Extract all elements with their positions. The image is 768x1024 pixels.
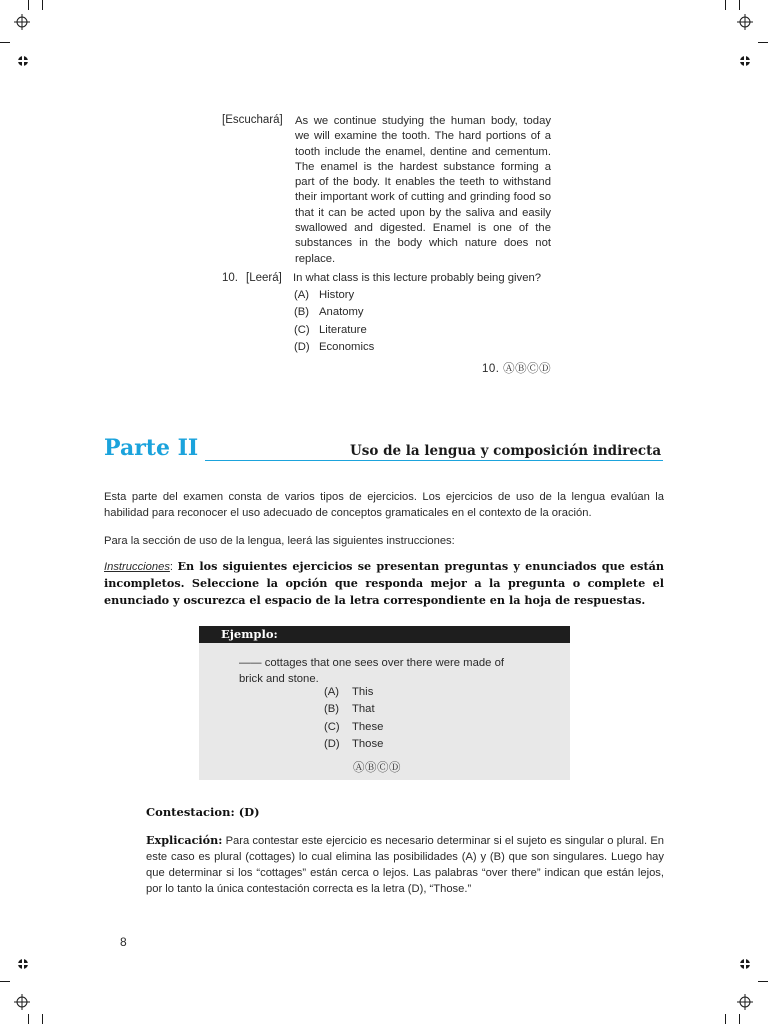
- example-box: [199, 626, 570, 780]
- question-number: 10.: [222, 272, 238, 284]
- option-letter: (C): [324, 720, 340, 733]
- option-letter: (D): [294, 340, 310, 353]
- question-options: [294, 289, 374, 358]
- example-sentence: —— cottages that one sees over there were made of brick and stone.: [239, 657, 504, 685]
- instructions-paragraph: Instrucciones: En los siguientes ejercicios se presentan preguntas y enunciados que están incompletos. Seleccione la opción que responda mejor a la pregunta o complete el enunciado y oscurezca el espacio de la letra correspondiente en la hoja de respuestas.: [104, 559, 665, 607]
- example-options: [324, 686, 383, 755]
- example-answer-bubbles: ⒶⒷⒸⒹ: [353, 762, 401, 774]
- registration-mark-icon: [737, 994, 753, 1010]
- option-letter: (C): [294, 323, 310, 336]
- section-title: Parte II: [104, 435, 199, 461]
- option-text: Anatomy: [319, 306, 364, 319]
- registration-dot-icon: [740, 959, 750, 969]
- option-text: History: [319, 289, 355, 301]
- page-number: 8: [120, 935, 127, 949]
- option-d: [294, 341, 374, 358]
- registration-mark-icon: [14, 994, 30, 1010]
- intro-paragraph-2: Para la sección de uso de la lengua, leerá las siguientes instrucciones:: [104, 535, 455, 547]
- option-text: Literature: [319, 323, 367, 336]
- option-letter: (A): [294, 289, 310, 301]
- registration-mark-icon: [14, 14, 30, 30]
- instructions-label: Instrucciones: [104, 561, 170, 573]
- example-option-a: [324, 686, 383, 703]
- option-text: Economics: [319, 340, 375, 353]
- explanation-paragraph: [146, 832, 664, 897]
- answer-label: Contestacion: (D): [146, 805, 260, 819]
- option-c: [294, 324, 374, 341]
- explanation-label: Explicación:: [146, 833, 223, 847]
- option-a: [294, 289, 374, 306]
- question-text: In what class is this lecture probably being given?: [293, 272, 542, 284]
- registration-dot-icon: [18, 56, 28, 66]
- listening-tag: [Escuchará]: [222, 114, 283, 126]
- section-subtitle: Uso de la lengua y composición indirecta: [350, 443, 662, 459]
- option-text: Those: [352, 737, 384, 750]
- explanation-text: Para contestar este ejercicio es necesario determinar si el sujeto es singular o plural. En este caso es plural (cottages) lo cual elimina las posibilidades (A) y (B) que son singulares. Luego hay que determinar si los “cottages” están cerca o lejos. Las palabras “over there” indican que están lejos, por lo tanto la única contestación correcta es la letra (D), “Those.”: [146, 835, 665, 895]
- example-option-d: [324, 738, 383, 755]
- example-option-b: [324, 703, 383, 720]
- option-letter: (A): [324, 686, 340, 698]
- option-letter: (D): [324, 737, 340, 750]
- option-letter: (B): [294, 306, 310, 319]
- listening-passage: As we continue studying the human body, today we will examine the tooth. The hard portions of a tooth include the enamel, dentine and cementum. The enamel is the hardest substance forming a part of the body. It enables the teeth to withstand their important work of cutting and grinding food so that it can be acted upon by the saliva and easily swallowed and digested. Enamel is one of the substances in the body which nature does not replace.: [295, 115, 551, 265]
- answer-bubbles: 10. ⒶⒷⒸⒹ: [482, 363, 552, 375]
- question-tag: [Leerá]: [246, 272, 282, 284]
- option-text: This: [352, 686, 374, 698]
- option-letter: (B): [324, 703, 340, 716]
- option-text: These: [352, 720, 384, 733]
- registration-dot-icon: [18, 959, 28, 969]
- registration-dot-icon: [740, 56, 750, 66]
- option-b: [294, 306, 374, 323]
- example-label: Ejemplo:: [221, 627, 278, 641]
- registration-mark-icon: [737, 14, 753, 30]
- intro-paragraph: Esta parte del examen consta de varios tipos de ejercicios. Los ejercicios de uso de la lengua evalúan la habilidad para reconocer el uso adecuado de conceptos gramaticales en el contexto de la oración.: [104, 491, 664, 519]
- instructions-text: En los siguientes ejercicios se presentan preguntas y enunciados que están incompletos. Seleccione la opción que responda mejor a la pregunta o complete el enunciado y oscurezca el espacio de la letra correspondiente en la hoja de respuestas.: [104, 559, 665, 607]
- section-rule: [205, 460, 663, 461]
- option-text: That: [352, 703, 375, 716]
- example-option-c: [324, 721, 383, 738]
